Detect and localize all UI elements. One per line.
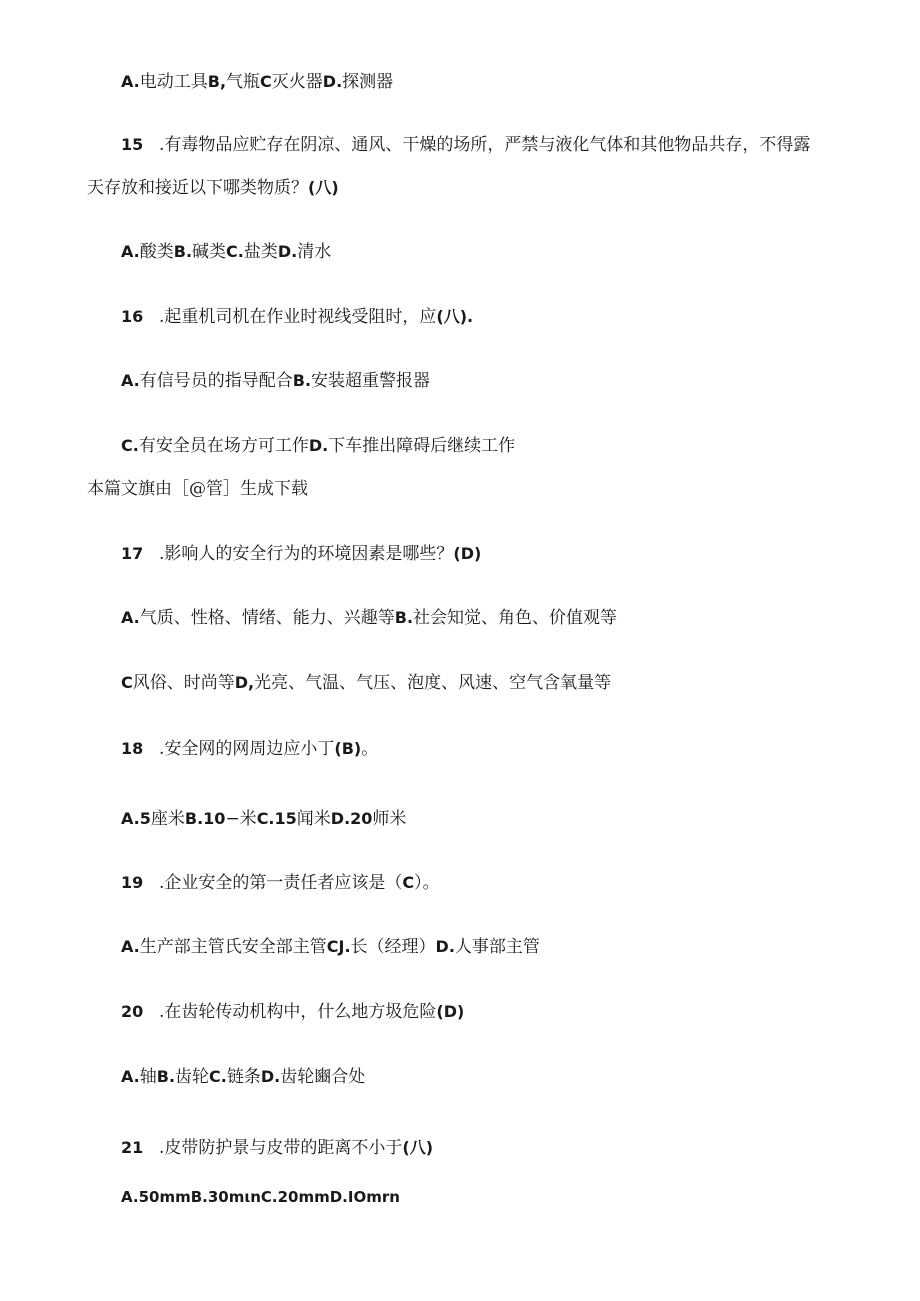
question-18: 18 .安全网的网周边应小丁(B)。 [121, 739, 379, 759]
option-line: A.气质、性格、情绪、能力、兴趣等B.社会知觉、角色、价值观等 [121, 608, 618, 628]
question-17: 17 .影响人的安全行为的环境因素是哪些？(D) [121, 544, 482, 564]
option-line: A.酸类B.碱类C.盐类D.清水 [121, 242, 332, 262]
option-line: A.有信号员的指导配合B.安装超重警报器 [121, 371, 431, 391]
question-20: 20 .在齿轮传动机构中，什么地方圾危险(D) [121, 1002, 465, 1022]
option-line: A.5座米B.10−米C.15闻米D.20师米 [121, 809, 407, 829]
question-15: 15 .有毒物品应贮存在阴凉、通风、干燥的场所，严禁与液化气体和其他物品共存，不得露 [121, 135, 811, 155]
question-15-cont: 天存放和接近以下哪类物质？(八) [87, 178, 339, 198]
question-16: 16 .起重机司机在作业时视线受阻时，应(八). [121, 307, 474, 327]
option-line: A.电动工具B,气瓶C灭火器D.探测器 [121, 72, 394, 92]
option-line: A.50mmB.30mιnC.20mmD.IOmrn [121, 1188, 400, 1206]
download-note: 本篇文旗由［@管］生成下载 [87, 479, 308, 499]
question-19: 19 .企业安全的第一责任者应该是（C）。 [121, 873, 440, 893]
question-21: 21 .皮带防护景与皮带的距离不小于(八) [121, 1138, 434, 1158]
option-line: A.轴B.齿轮C.链条D.齿轮豳合处 [121, 1067, 366, 1087]
option-line: C风俗、时尚等D,光亮、气温、气压、泡度、风速、空气含氧量等 [121, 673, 612, 693]
option-line: A.生产部主管氏安全部主管CJ.长（经理）D.人事部主管 [121, 937, 540, 957]
option-line: C.有安全员在场方可工作D.下车推出障碍后继续工作 [121, 436, 516, 456]
